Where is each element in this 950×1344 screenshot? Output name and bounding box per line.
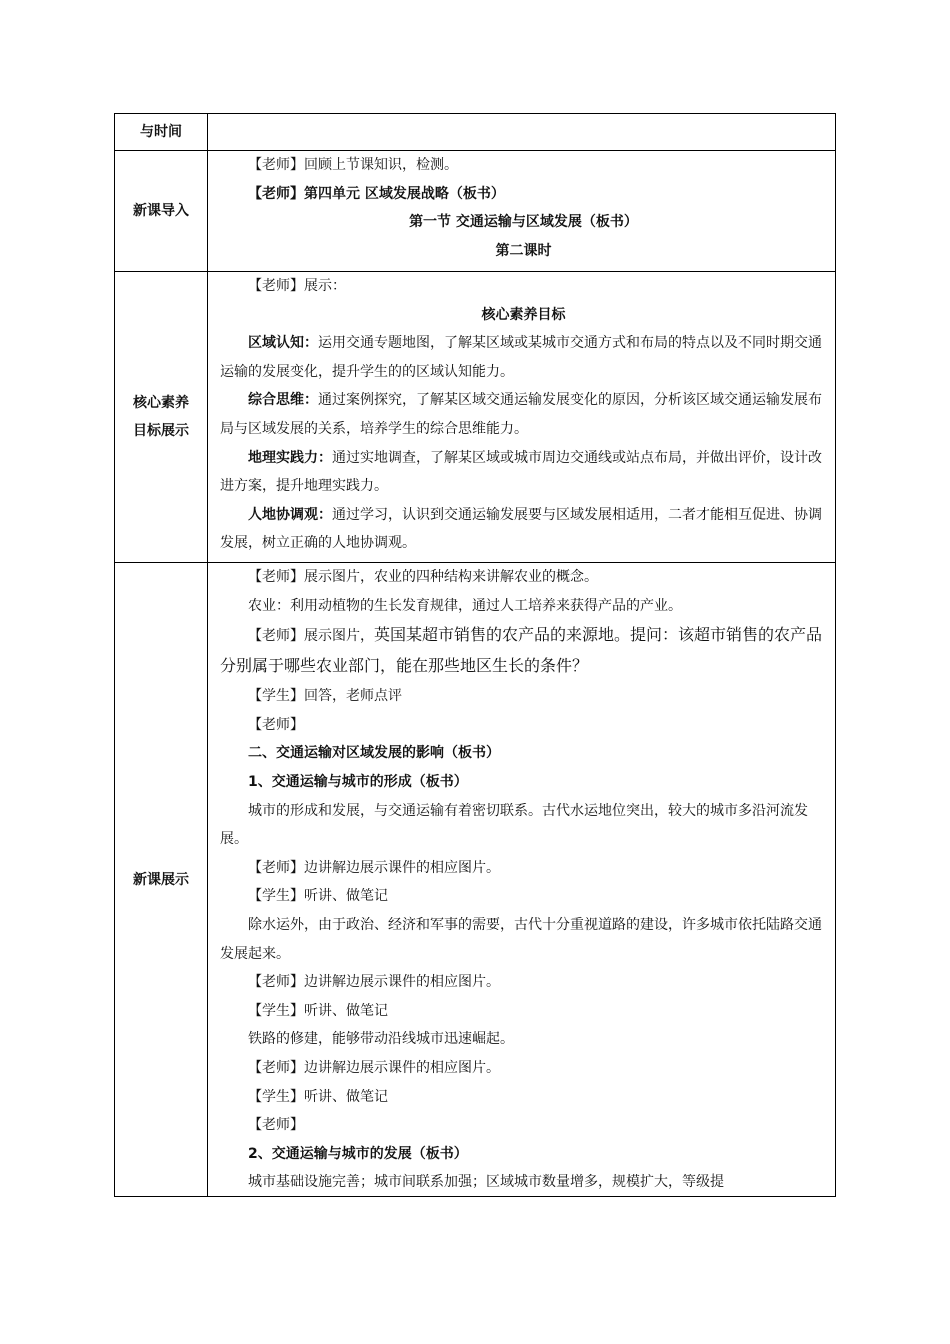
row-label-intro: 新课导入 <box>115 151 208 272</box>
new-line: 【老师】边讲解边展示课件的相应图片。 <box>248 859 500 876</box>
new-question <box>220 620 827 682</box>
row-content-time <box>208 114 836 151</box>
row-label-goals-line2: 目标展示 <box>133 423 189 439</box>
row-intro <box>115 151 836 272</box>
new-question-text: 英国某超市销售的农产品的来源地。提问：该超市销售的农产品分别属于哪些农业部门，能在那些地区生长的条件？ <box>220 625 823 676</box>
goal-item <box>220 444 827 501</box>
new-line: 【老师】 <box>248 1117 304 1134</box>
new-subheading: 2、交通运输与城市的发展（板书） <box>248 1145 468 1162</box>
new-paragraph: 城市的形成和发展，与交通运输有着密切联系。古代水运地位突出，较大的城市多沿河流发展。 <box>220 802 808 848</box>
new-line: 【老师】边讲解边展示课件的相应图片。 <box>248 1059 500 1076</box>
lesson-plan-table <box>114 113 836 1197</box>
new-line: 【老师】展示图片，农业的四种结构来讲解农业的概念。 <box>248 569 598 585</box>
goals-show: 【老师】展示： <box>248 278 346 294</box>
new-line: 【学生】听讲、做笔记 <box>248 888 388 905</box>
goal-term: 区域认知： <box>248 335 318 352</box>
goal-text: 运用交通专题地图，了解某区域或某城市交通方式和布局的特点以及不同时期交通运输的发展变化，提升学生的的区域认知能力。 <box>220 335 822 380</box>
row-label-goals <box>115 272 208 563</box>
intro-section-title: 第一节 交通运输与区域发展（板书） <box>409 214 638 231</box>
row-content-new <box>208 563 836 1197</box>
new-line: 【学生】听讲、做笔记 <box>248 1002 388 1019</box>
row-content-goals <box>208 272 836 563</box>
goal-text: 通过案例探究，了解某区域交通运输发展变化的原因，分析该区域交通运输发展布局与区域发展的关系，培养学生的综合思维能力。 <box>220 392 822 437</box>
intro-line <box>220 180 827 209</box>
new-line: 【老师】边讲解边展示课件的相应图片。 <box>248 974 500 991</box>
row-time <box>115 114 836 151</box>
new-question-lead: 【老师】展示图片， <box>248 628 374 645</box>
new-paragraph: 铁路的修建，能够带动沿线城市迅速崛起。 <box>248 1031 514 1048</box>
new-line: 农业：利用动植物的生长发育规律，通过人工培养来获得产品的产业。 <box>248 597 682 614</box>
goals-title: 核心素养目标 <box>481 306 566 323</box>
new-line: 【老师】 <box>248 716 304 733</box>
goal-item <box>220 386 827 443</box>
intro-period: 第二课时 <box>495 242 552 259</box>
intro-line: 【老师】回顾上节课知识，检测。 <box>248 157 458 173</box>
new-line: 【学生】回答，老师点评 <box>248 688 402 705</box>
goal-item <box>220 501 827 558</box>
goal-item <box>220 329 827 386</box>
row-goals <box>115 272 836 563</box>
row-label-goals-line1: 核心素养 <box>133 395 189 411</box>
goal-term: 综合思维： <box>248 392 318 409</box>
new-content-clip <box>220 563 827 1196</box>
goal-term: 人地协调观： <box>248 506 332 523</box>
row-new <box>115 563 836 1197</box>
goal-term: 地理实践力： <box>248 449 332 466</box>
intro-unit-title: 【老师】第四单元 区域发展战略（板书） <box>248 185 505 202</box>
new-subheading: 1、交通运输与城市的形成（板书） <box>248 773 468 790</box>
goal-text: 通过实地调查，了解某区域或城市周边交通线或站点布局，并做出评价，设计改进方案，提升地理实践力。 <box>220 449 822 495</box>
new-line: 【学生】听讲、做笔记 <box>248 1088 388 1105</box>
row-label-new: 新课展示 <box>115 563 208 1197</box>
goal-text: 通过学习，认识到交通运输发展要与区域发展相适用，二者才能相互促进、协调发展，树立正确的人地协调观。 <box>220 506 822 552</box>
row-label-time: 与时间 <box>115 114 208 151</box>
new-paragraph: 除水运外，由于政治、经济和军事的需要，古代十分重视道路的建设，许多城市依托陆路交通发展起来。 <box>220 916 822 962</box>
new-heading: 二、交通运输对区域发展的影响（板书） <box>248 745 500 762</box>
row-content-intro <box>208 151 836 272</box>
new-paragraph: 城市基础设施完善；城市间联系加强；区域城市数量增多，规模扩大，等级提 <box>248 1174 724 1191</box>
